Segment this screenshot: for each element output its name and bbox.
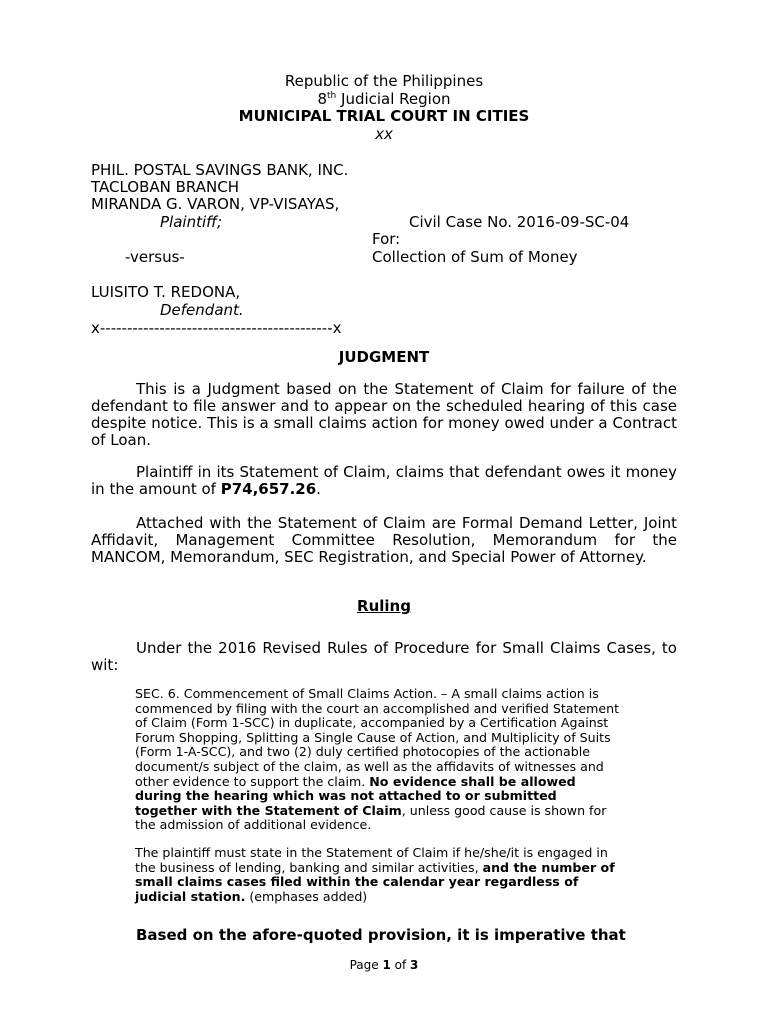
header-judicial-region: 8th Judicial Region: [317, 90, 451, 108]
page-total: 3: [410, 958, 419, 972]
claim-amount: P74,657.26: [220, 480, 317, 498]
paragraph-3: Attached with the Statement of Claim are Formal Demand Letter, Joint Affidavit, Management Committee Resolution, Memorandum for the MANCOM, Memorandum, SEC Registration, and Special Power of Attorney.: [91, 514, 677, 566]
header-republic: Republic of the Philippines: [284, 72, 484, 90]
page-footer: Page 1 of 3: [349, 958, 419, 972]
plaintiff-name: PHIL. POSTAL SAVINGS BANK, INC.: [91, 161, 349, 179]
defendant-label: Defendant.: [160, 301, 244, 319]
document-title: JUDGMENT: [338, 348, 430, 366]
paragraph-4: Under the 2016 Revised Rules of Procedure for Small Claims Cases, to wit:: [91, 639, 677, 674]
header-court: MUNICIPAL TRIAL COURT IN CITIES: [238, 107, 530, 125]
header-branch-placeholder: xx: [375, 125, 393, 143]
quoted-rule: [135, 687, 620, 904]
plaintiff-label: Plaintiff;: [160, 213, 223, 231]
case-for-label: For:: [372, 230, 401, 248]
paragraph-5: Based on the afore-quoted provision, it is imperative that: [136, 926, 626, 944]
paragraph-2: Plaintiff in its Statement of Claim, claims that defendant owes it money in the amount of P74,657.26.: [91, 463, 677, 498]
quote-paragraph-2: The plaintiff must state in the Statement of Claim if he/she/it is engaged in the business of lending, banking and similar activities, and the number of small claims cases filed within the calendar year regardless of judicial station. (emphases added): [135, 844, 615, 904]
page-number: 1: [382, 958, 391, 972]
caption-separator: x-------------------------------------------x: [91, 319, 342, 337]
case-nature: Collection of Sum of Money: [372, 248, 578, 266]
quote-paragraph-1: SEC. 6. Commencement of Small Claims Action. – A small claims action is commenced by filing with the court an accomplished and verified Statement of Claim (Form 1-SCC) in duplicate, accompanied by a Certification Against Forum Shopping, Splitting a Single Cause of Action, and Multiplicity of Suits (Form 1-A-SCC), and two (2) duly certified photocopies of the actionable document/s subject of the claim, as well as the affidavits of witnesses and other evidence to support the claim. No evidence shall be allowed during the hearing which was not attached to or submitted together with the Statement of Claim, unless good cause is shown for the admission of additional evidence.: [135, 686, 620, 833]
defendant-name: LUISITO T. REDONA,: [91, 283, 241, 301]
plaintiff-branch: TACLOBAN BRANCH: [91, 178, 239, 196]
paragraph-1: This is a Judgment based on the Statement of Claim for failure of the defendant to file answer and to appear on the scheduled hearing of this case despite notice. This is a small claims action for money owed under a Contract of Loan.: [91, 380, 677, 449]
case-number: Civil Case No. 2016-09-SC-04: [409, 213, 630, 231]
versus-label: -versus-: [125, 248, 185, 266]
plaintiff-representative: MIRANDA G. VARON, VP-VISAYAS,: [91, 195, 340, 213]
ruling-heading: Ruling: [357, 597, 411, 615]
